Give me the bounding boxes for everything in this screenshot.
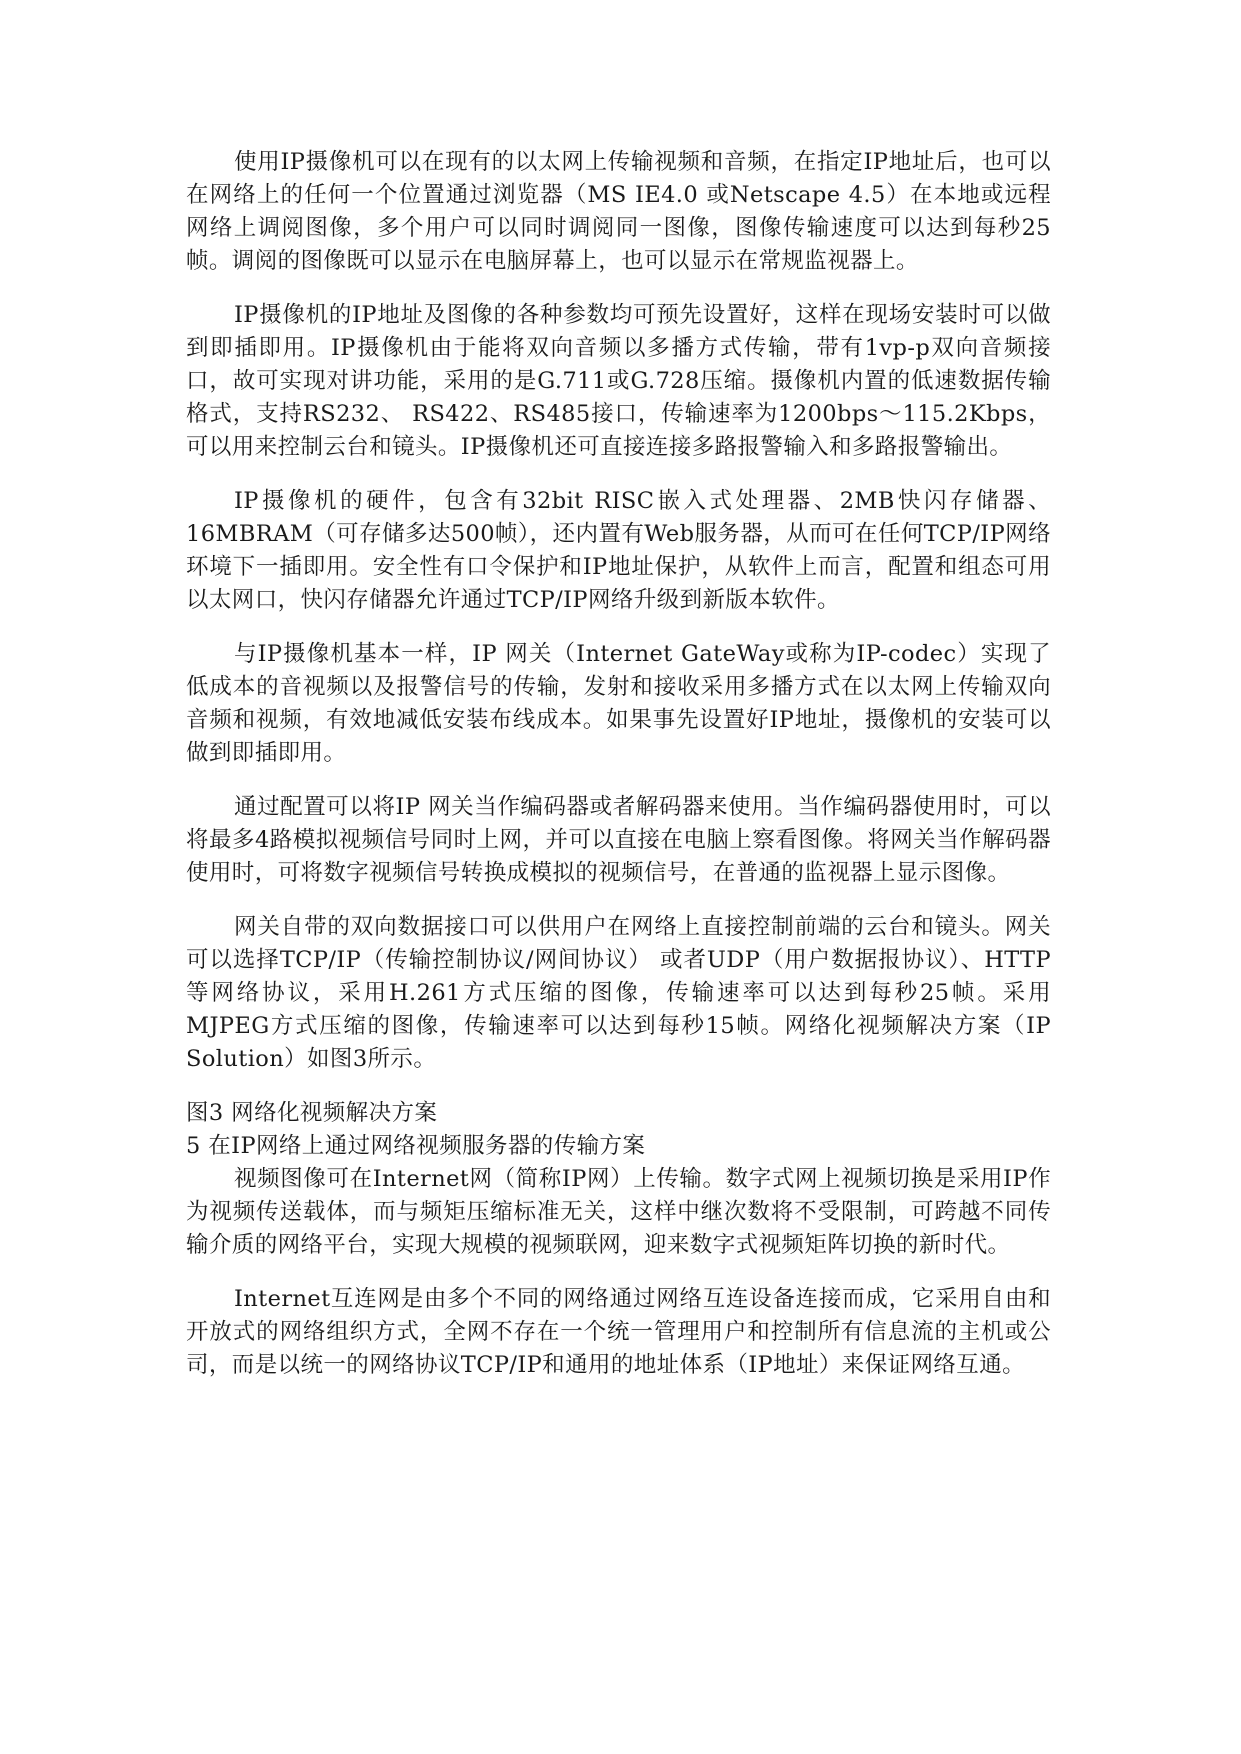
paragraph-ip-camera-settings: IP摄像机的IP地址及图像的各种参数均可预先设置好，这样在现场安装时可以做到即插即用。IP摄像机由于能将双向音频以多播方式传输，带有1vp-p双向音频接口，故可实现对讲功能，采用的是G.711或G.728压缩。摄像机内置的低速数据传输格式，支持RS232、 RS422、RS485接口，传输速率为1200bps～115.2Kbps，可以用来控制云台和镜头。IP摄像机还可直接连接多路报警输入和多路报警输出。 [186,302,1051,460]
figure-caption: 图3 网络化视频解决方案 [186,1100,438,1126]
paragraph-gateway-codec: 通过配置可以将IP 网关当作编码器或者解码器来使用。当作编码器使用时，可以将最多4路模拟视频信号同时上网，并可以直接在电脑上察看图像。将网关当作解码器使用时，可将数字视频信号转换成模拟的视频信号，在普通的监视器上显示图像。 [186,794,1051,886]
paragraph-ip-camera-hardware: IP摄像机的硬件，包含有32bit RISC嵌入式处理器、2MB快闪存储器、16MBRAM（可存储多达500帧），还内置有Web服务器，从而可在任何TCP/IP网络环境下一插即用。安全性有口令保护和IP地址保护，从软件上而言，配置和组态可用以太网口，快闪存储器允许通过TCP/IP网络升级到新版本软件。 [186,488,1051,613]
paragraph-internet: Internet互连网是由多个不同的网络通过网络互连设备连接而成，它采用自由和开放式的网络组织方式，全网不存在一个统一管理用户和控制所有信息流的主机或公司，而是以统一的网络协议TCP/IP和通用的地址体系（IP地址）来保证网络互通。 [186,1286,1051,1378]
paragraph-gateway-protocols: 网关自带的双向数据接口可以供用户在网络上直接控制前端的云台和镜头。网关可以选择TCP/IP（传输控制协议/网间协议） 或者UDP（用户数据报协议）、HTTP等网络协议，采用H.261方式压缩的图像，传输速率可以达到每秒25帧。采用MJPEG方式压缩的图像，传输速率可以达到每秒15帧。网络化视频解决方案（IP Solution）如图3所示。 [186,914,1051,1072]
document-body [186,146,1051,1403]
section-heading: 5 在IP网络上通过网络视频服务器的传输方案 [186,1133,646,1159]
paragraph-ip-camera-transmission: 使用IP摄像机可以在现有的以太网上传输视频和音频，在指定IP地址后，也可以在网络上的任何一个位置通过浏览器（MS IE4.0 或Netscape 4.5）在本地或远程网络上调阅图像，多个用户可以同时调阅同一图像，图像传输速度可以达到每秒25帧。调阅的图像既可以显示在电脑屏幕上，也可以显示在常规监视器上。 [186,149,1051,274]
paragraph-ip-gateway: 与IP摄像机基本一样，IP 网关（Internet GateWay或称为IP-codec）实现了低成本的音视频以及报警信号的传输，发射和接收采用多播方式在以太网上传输双向音频和视频，有效地减低安装布线成本。如果事先设置好IP地址，摄像机的安装可以做到即插即用。 [186,641,1051,766]
paragraph-video-over-ip: 视频图像可在Internet网（简称IP网）上传输。数字式网上视频切换是采用IP作为视频传送载体，而与频矩压缩标准无关，这样中继次数将不受限制，可跨越不同传输介质的网络平台，实现大规模的视频联网，迎来数字式视频矩阵切换的新时代。 [186,1166,1051,1258]
